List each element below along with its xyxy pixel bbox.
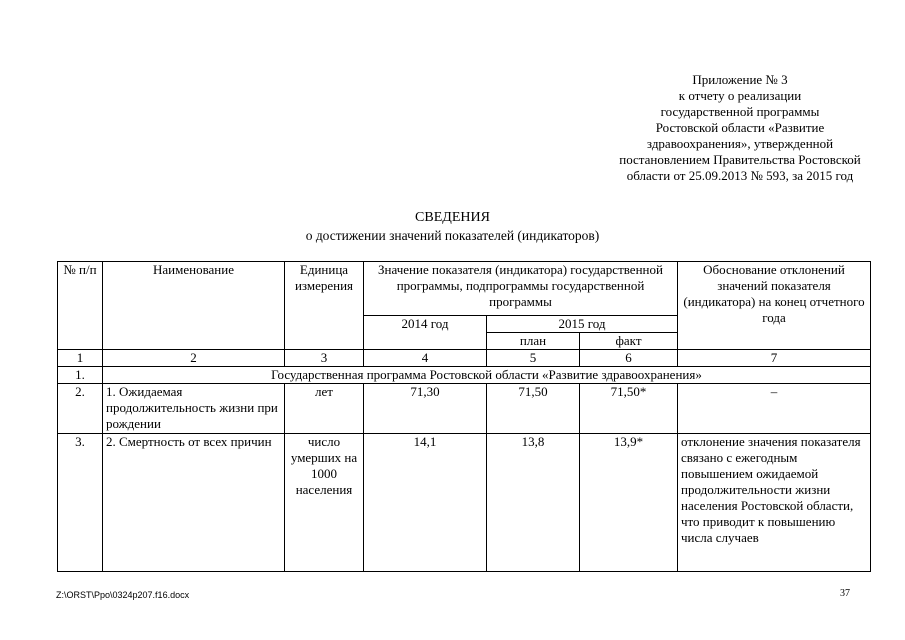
row-reason: отклонение значения показателя связано с ежегодным повышением ожидаемой продолжительности жизни населения Ростовской области, что приводит к повышению числа случаев bbox=[678, 434, 871, 572]
row-num: 2. bbox=[58, 384, 103, 434]
row-num: 3. bbox=[58, 434, 103, 572]
row-reason: – bbox=[678, 384, 871, 434]
appendix-line: области от 25.09.2013 № 593, за 2015 год bbox=[626, 168, 854, 183]
appendix-line: постановлением Правительства Ростовской bbox=[619, 152, 861, 167]
header-unit: Единица измерения bbox=[285, 262, 364, 350]
appendix-line: Приложение № 3 bbox=[692, 72, 788, 87]
row-unit: число умерших на 1000 населения bbox=[285, 434, 364, 572]
row-name: 2. Смертность от всех причин bbox=[103, 434, 285, 572]
footer-file-path: Z:\ORST\Ppo\0324p207.f16.docx bbox=[56, 590, 190, 600]
table-section-row bbox=[58, 367, 871, 384]
appendix-line: Ростовской области «Развитие bbox=[655, 120, 825, 135]
column-number: 4 bbox=[364, 350, 487, 367]
header-name: Наименование bbox=[103, 262, 285, 350]
header-fact: факт bbox=[580, 333, 678, 350]
header-num: № п/п bbox=[58, 262, 103, 350]
header-reason: Обоснование отклонений значений показателя (индикатора) на конец отчетного года bbox=[678, 262, 871, 350]
column-number: 2 bbox=[103, 350, 285, 367]
row-value-2014: 14,1 bbox=[364, 434, 487, 572]
column-number: 3 bbox=[285, 350, 364, 367]
row-value-fact: 71,50* bbox=[580, 384, 678, 434]
indicators-table bbox=[57, 261, 871, 572]
appendix-line: здравоохранения», утвержденной bbox=[646, 136, 834, 151]
column-number: 7 bbox=[678, 350, 871, 367]
document-title: СВЕДЕНИЯ bbox=[415, 210, 490, 225]
row-value-fact: 13,9* bbox=[580, 434, 678, 572]
row-value-2014: 71,30 bbox=[364, 384, 487, 434]
column-number: 1 bbox=[58, 350, 103, 367]
appendix-header bbox=[560, 72, 905, 184]
column-number: 5 bbox=[487, 350, 580, 367]
section-num: 1. bbox=[58, 367, 103, 384]
header-year-2015: 2015 год bbox=[487, 316, 678, 333]
header-plan: план bbox=[487, 333, 580, 350]
row-unit: лет bbox=[285, 384, 364, 434]
header-value: Значение показателя (индикатора) государственной программы, подпрограммы государственной программы bbox=[364, 262, 678, 316]
table-row bbox=[58, 384, 871, 434]
appendix-line: государственной программы bbox=[660, 104, 820, 119]
document-subtitle: о достижении значений показателей (индикаторов) bbox=[305, 228, 600, 243]
header-year-2014: 2014 год bbox=[364, 316, 487, 350]
footer-page-number: 37 bbox=[840, 588, 850, 599]
section-title: Государственная программа Ростовской области «Развитие здравоохранения» bbox=[103, 367, 871, 384]
appendix-line: к отчету о реализации bbox=[678, 88, 802, 103]
row-value-plan: 71,50 bbox=[487, 384, 580, 434]
column-number: 6 bbox=[580, 350, 678, 367]
row-name: 1. Ожидаемая продолжительность жизни при рождении bbox=[103, 384, 285, 434]
table-row bbox=[58, 434, 871, 572]
row-value-plan: 13,8 bbox=[487, 434, 580, 572]
